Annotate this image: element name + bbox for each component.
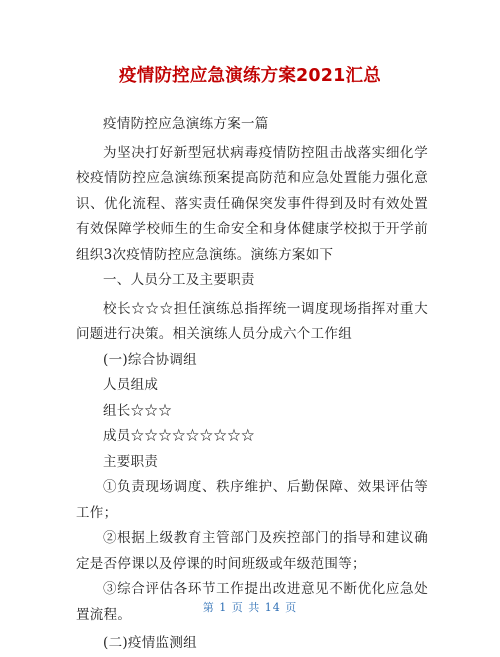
body-paragraph: 校长☆☆☆担任演练总指挥统一调度现场指挥对重大问题进行决策。相关演练人员分成六个工作组 bbox=[76, 300, 428, 342]
document-body bbox=[76, 112, 428, 657]
list-item: ①负责现场调度、秩序维护、后勤保障、效果评估等工作； bbox=[76, 479, 428, 521]
document-title: 疫情防控应急演练方案2021汇总 bbox=[119, 66, 381, 86]
subsection-heading: (一)综合协调组 bbox=[103, 351, 197, 368]
body-paragraph: 人员组成 bbox=[103, 377, 159, 393]
section-heading: 一、人员分工及主要职责 bbox=[103, 272, 255, 288]
section-heading: 疫情防控应急演练方案一篇 bbox=[103, 116, 269, 132]
body-paragraph: 主要职责 bbox=[103, 453, 159, 470]
list-item: ③综合评估各环节工作提出改进意见不断优化应急处置流程。 bbox=[76, 581, 428, 623]
body-paragraph: 组长☆☆☆ bbox=[103, 402, 172, 419]
intro-paragraph: 为坚决打好新型冠状病毒疫情防控阻击战落实细化学校疫情防控应急演练预案提高防范和应急处置能力强化意识、优化流程、落实责任确保突发事件得到及时有效处置有效保障学校师生的生命安全和身体健康学校拟于开学前组织3次疫情防控应急演练。演练方案如下 bbox=[76, 144, 428, 263]
body-paragraph: 成员☆☆☆☆☆☆☆☆☆ bbox=[103, 428, 255, 444]
list-item: ②根据上级教育主管部门及疾控部门的指导和建议确定是否停课以及停课的时间班级或年级范围等； bbox=[76, 530, 428, 572]
subsection-heading: (二)疫情监测组 bbox=[103, 635, 197, 651]
page-footer: 第 1 页 共 14 页 bbox=[202, 601, 298, 614]
